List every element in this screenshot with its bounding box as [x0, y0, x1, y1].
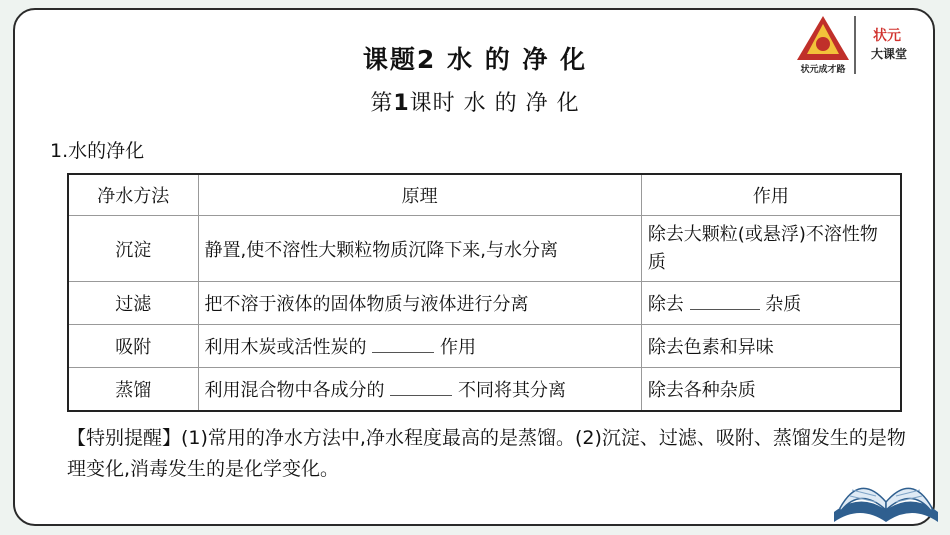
cell-effect: 除去各种杂质 — [641, 368, 901, 411]
cell-principle — [198, 325, 641, 368]
cell-effect: 除去色素和异味 — [641, 325, 901, 368]
table-row — [68, 368, 901, 411]
subtitle-prefix: 第 — [370, 91, 394, 116]
table-header-row — [68, 174, 901, 216]
cell-method: 蒸馏 — [68, 368, 198, 411]
principle-after: 作用 — [440, 337, 476, 358]
effect-after: 杂质 — [765, 294, 802, 315]
principle-after: 不同将其分离 — [458, 379, 566, 401]
header-method: 净水方法 — [68, 174, 198, 216]
logo-text-right-bottom: 大课堂 — [870, 47, 908, 61]
open-book-icon — [830, 452, 942, 530]
effect-before: 除去 — [647, 294, 684, 315]
table-row — [68, 325, 901, 368]
principle-before: 利用木炭或活性炭的 — [204, 337, 367, 358]
header-principle: 原理 — [198, 174, 641, 216]
cell-principle: 把不溶于液体的固体物质与液体进行分离 — [198, 282, 641, 325]
special-reminder: 【特别提醒】(1)常用的净水方法中,净水程度最高的是蒸馏。(2)沉淀、过滤、吸附、蒸馏发生的是物理变化,消毒发生的是化学变化。 — [67, 427, 906, 480]
logo-text-right-top: 状元 — [873, 28, 901, 44]
lesson-subtitle — [0, 86, 950, 117]
answer-blank[interactable] — [390, 381, 452, 396]
subtitle-rest: 课时 水 的 净 化 — [409, 91, 580, 116]
cell-method: 过滤 — [68, 282, 198, 325]
cell-method: 吸附 — [68, 325, 198, 368]
cell-effect: 除去大颗粒(或悬浮)不溶性物质 — [641, 216, 901, 282]
logo-text-left: 状元成才路 — [800, 65, 846, 75]
table-row — [68, 216, 901, 282]
cell-principle: 静置,使不溶性大颗粒物质沉降下来,与水分离 — [198, 216, 641, 282]
purification-table — [67, 173, 902, 412]
cell-principle — [198, 368, 641, 411]
answer-blank[interactable] — [372, 338, 434, 353]
principle-before: 利用混合物中各成分的 — [204, 379, 385, 401]
subtitle-number: 1 — [393, 91, 410, 116]
cell-method: 沉淀 — [68, 216, 198, 282]
section-title: 1.水的净化 — [50, 140, 145, 162]
lesson-title: 课题2 水 的 净 化 — [362, 45, 588, 74]
answer-blank[interactable] — [690, 295, 760, 310]
header-effect: 作用 — [641, 174, 901, 216]
table-row — [68, 282, 901, 325]
cell-effect — [641, 282, 901, 325]
